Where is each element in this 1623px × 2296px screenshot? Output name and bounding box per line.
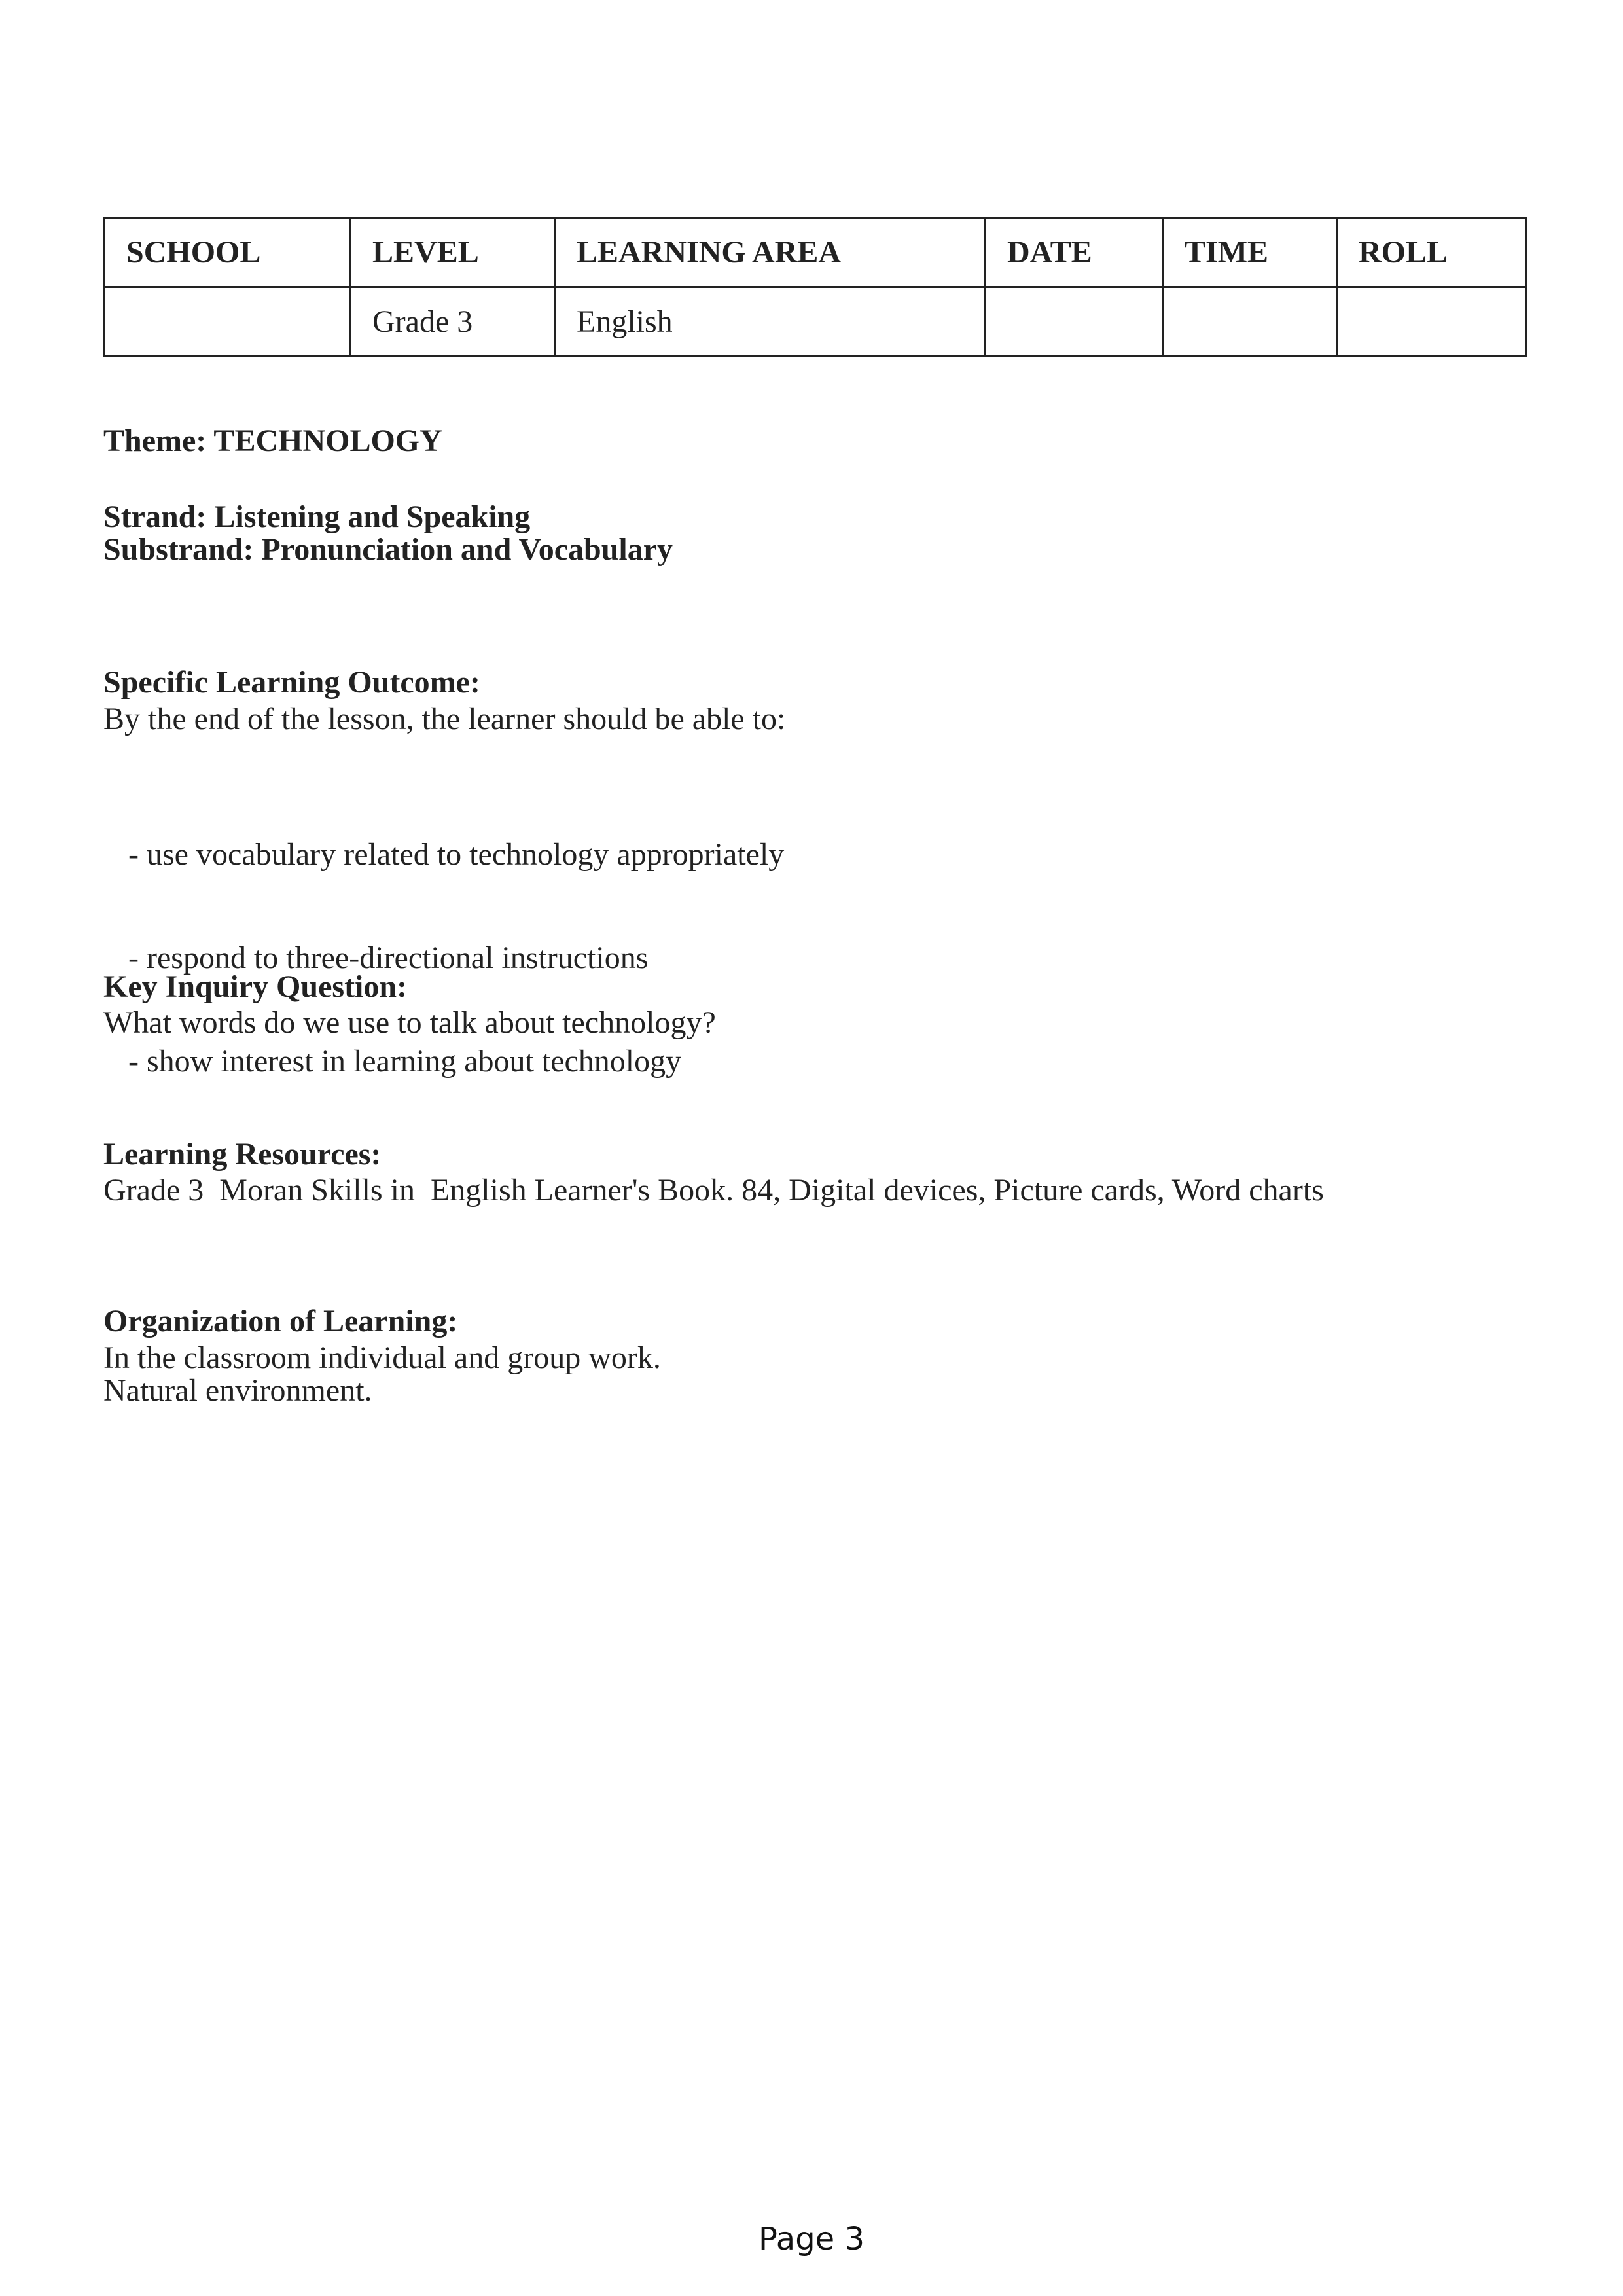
header-school: SCHOOL: [105, 218, 351, 287]
list-item: - show interest in learning about technology: [128, 1044, 682, 1079]
inquiry-text: What words do we use to talk about technology?: [103, 1005, 716, 1040]
organization-line-1: In the classroom individual and group work.: [103, 1340, 661, 1375]
substrand-line: Substrand: Pronunciation and Vocabulary: [103, 532, 673, 567]
header-learning-area: LEARNING AREA: [555, 218, 986, 287]
strand-line: Strand: Listening and Speaking: [103, 499, 531, 534]
cell-time: [1163, 287, 1337, 357]
list-item: - respond to three-directional instructions: [128, 941, 649, 975]
header-date: DATE: [986, 218, 1163, 287]
cell-roll: [1337, 287, 1526, 357]
resources-text: Grade 3 Moran Skills in English Learner's Book. 84, Digital devices, Picture cards, Word charts: [103, 1173, 1324, 1208]
header-time: TIME: [1163, 218, 1337, 287]
organization-line-2: Natural environment.: [103, 1373, 372, 1408]
organization-heading: Organization of Learning:: [103, 1304, 458, 1338]
theme-line: Theme: TECHNOLOGY: [103, 423, 442, 458]
cell-learning-area: English: [555, 287, 986, 357]
resources-heading: Learning Resources:: [103, 1137, 382, 1172]
header-roll: ROLL: [1337, 218, 1526, 287]
lesson-info-table: [103, 217, 1527, 357]
cell-date: [986, 287, 1163, 357]
outcome-heading: Specific Learning Outcome:: [103, 665, 480, 700]
table-header-row: [105, 218, 1526, 287]
cell-level: Grade 3: [351, 287, 555, 357]
page-number: Page 3: [758, 2221, 865, 2257]
outcome-list: [103, 769, 784, 1147]
outcome-intro: By the end of the lesson, the learner should be able to:: [103, 702, 786, 736]
header-level: LEVEL: [351, 218, 555, 287]
inquiry-heading: Key Inquiry Question:: [103, 969, 408, 1004]
table-row: [105, 287, 1526, 357]
list-item: - use vocabulary related to technology appropriately: [128, 837, 785, 872]
cell-school: [105, 287, 351, 357]
